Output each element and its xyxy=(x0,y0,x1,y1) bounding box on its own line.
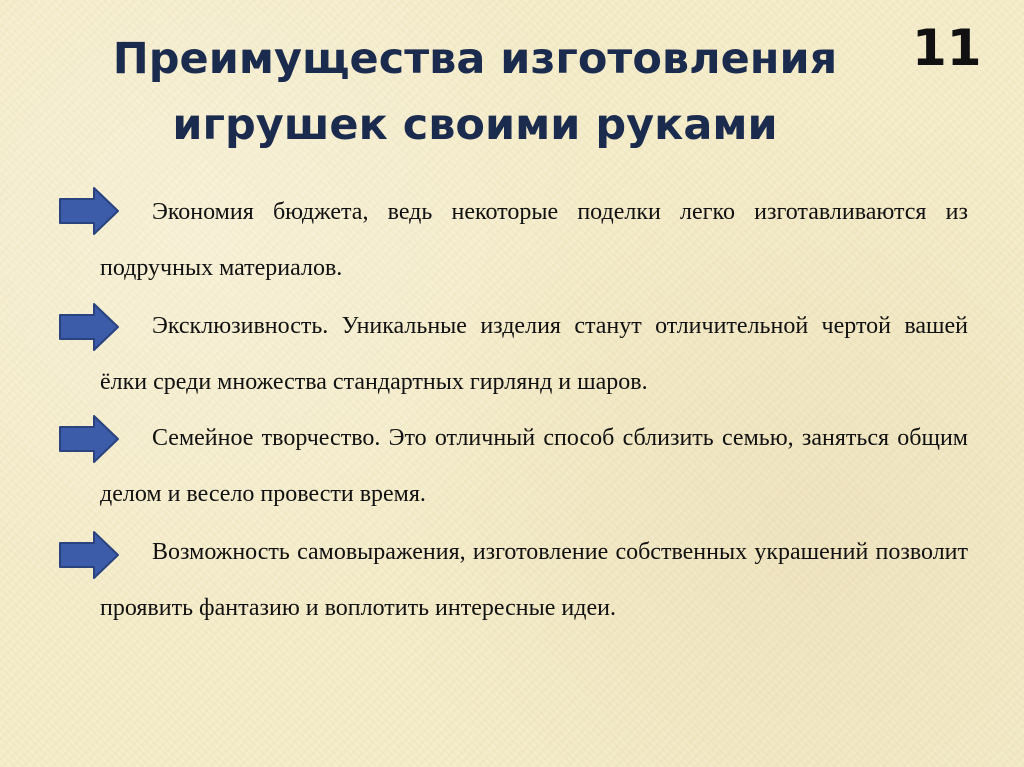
advantage-text: Экономия бюджета, ведь некоторые поделки легко изготавливаются из подручных материалов. xyxy=(100,199,968,281)
slide-number: 11 xyxy=(912,19,982,77)
advantage-text: Семейное творчество. Это отличный способ сблизить семью, заняться общим делом и весело провести время. xyxy=(100,425,968,507)
advantage-text: Возможность самовыражения, изготовление собственных украшений позволит проявить фантазию и воплотить интересные идеи. xyxy=(100,539,968,621)
advantage-text: Эксклюзивность. Уникальные изделия станут отличительной чертой вашей ёлки среди множества стандартных гирлянд и шаров. xyxy=(100,313,968,395)
slide-title: Преимущества изготовления игрушек своими руками xyxy=(112,34,838,150)
